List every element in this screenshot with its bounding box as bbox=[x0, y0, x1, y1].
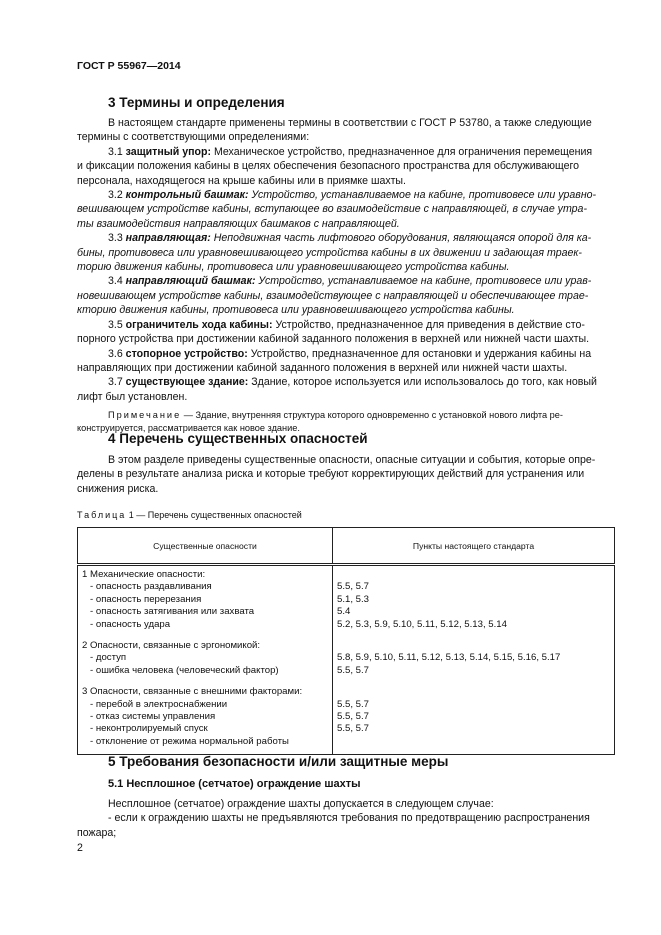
term-3-3: 3.3 направляющая: Неподвижная часть лифтового оборудования, являющаяся опорой для ка- bbox=[108, 232, 592, 245]
term-name: контрольный башмак: bbox=[125, 189, 249, 202]
term-3-1: 3.1 защитный упор: Механическое устройство, предназначенное для ограничения перемещения bbox=[108, 145, 593, 158]
term-name: стопорное устройство: bbox=[125, 347, 248, 360]
section-3-body: В настоящем стандарте применены термины в соответствии с ГОСТ Р 53780, а также следующие термины с соответствующими определениями: 3.1 защитный упор: Механическое устройство, предназначенное для ограничения перемещения и фиксации положения кабины в целях обеспечения безопасного пространства для обслуживающего персонала, находящегося на крыше кабины или в приямке шахты. 3.2 контрольный башмак: Устройство, устанавливаемое на кабине, противовесе или уравно- вешивающем устройстве кабины, вступающее во взаимодействие с направляющей, в случае утра- ты взаимодействия направляющих башмаков с направляющей. 3.3 направляющая: Неподвижная часть лифтового оборудования, являющаяся опорой для ка- бины, противовеса или уравновешивающего устройства кабины в их движении и задающая траек- торию движения кабины, противовеса или уравновешивающего устройства кабины. 3.4 направляющий башмак: Устройство, устанавливаемое на кабине, противовесе или урав- новешивающем устройстве кабины, взаимодействующее с направляющей и обеспечивающее трае- кторию движения кабины, противовеса или уравновешивающего устройства кабины. 3.5 ограничитель хода кабины: Устройство, предназначенное для приведения в действие сто- порного устройства при достижении кабиной заданного положения в верхней или нижней части шахты. 3.6 стопорное устройство: Устройство, предназначенное для остановки и удержания кабины на направляющих при достижении кабиной заданного положения в верхней или нижней части шахты. 3.7 существующее здание: Здание, которое используется или использовалось до того, как новый лифт был установлен. Примечание — Здание, внутренняя структура которого одновременно с установкой нового лифта ре- конструируется, рассматривается как новое здание. bbox=[77, 116, 615, 435]
section-5-body: Несплошное (сетчатое) ограждение шахты допускается в следующем случае: - если к ограждению шахты не предъявляются требования по предотвращению распространения пожара; bbox=[77, 798, 590, 839]
document-header: ГОСТ Р 55967—2014 bbox=[77, 60, 181, 72]
term-name: защитный упор: bbox=[125, 145, 211, 158]
table-caption: Таблица 1 — Перечень существенных опасностей bbox=[77, 510, 302, 520]
term-3-5: 3.5 ограничитель хода кабины: Устройство, предназначенное для приведения в действие сто- bbox=[108, 318, 585, 331]
table-row: 1 Механические опасности: - опасность раздавливания - опасность перерезания - опасность затягивания или захвата - опасность удара 5.5, 5.7 5.1, 5.3 5.4 5.2, 5.3, 5.9, 5.10, 5.11, 5.12, 5.13, 5.14 bbox=[78, 565, 615, 638]
term-name: направляющий башмак: bbox=[125, 275, 256, 288]
term-name: ограничитель хода кабины: bbox=[125, 318, 273, 331]
section-3-heading: 3 Термины и определения bbox=[108, 95, 285, 110]
table-row: 2 Опасности, связанные с эргономикой: - доступ - ошибка человека (человеческий фактор) 5.8, 5.9, 5.10, 5.11, 5.12, 5.13, 5.14, 5.15, 5.16, 5.17 5.5, 5.7 bbox=[78, 637, 615, 683]
section-4-heading: 4 Перечень существенных опасностей bbox=[108, 431, 368, 446]
term-3-6: 3.6 стопорное устройство: Устройство, предназначенное для остановки и удержания кабины на bbox=[108, 347, 592, 360]
term-3-4: 3.4 направляющий башмак: Устройство, устанавливаемое на кабине, противовесе или урав- bbox=[108, 275, 592, 288]
note-label: Примечание bbox=[108, 410, 182, 421]
term-name: существующее здание: bbox=[125, 376, 249, 389]
column-header: Пункты настоящего стандарта bbox=[333, 528, 615, 565]
subsection-5-1-heading: 5.1 Несплошное (сетчатое) ограждение шахты bbox=[108, 778, 361, 790]
note: Примечание — Здание, внутренняя структура которого одновременно с установкой нового лифта ре- конструируется, рассматривается как новое здание. bbox=[77, 410, 563, 434]
intro-line: термины с соответствующими определениями: bbox=[77, 131, 310, 144]
hazards-table bbox=[77, 527, 615, 755]
term-3-7: 3.7 существующее здание: Здание, которое используется или использовалось до того, как новый bbox=[108, 376, 597, 389]
column-header: Существенные опасности bbox=[78, 528, 333, 565]
term-name: направляющая: bbox=[125, 232, 211, 245]
section-4-body: В этом разделе приведены существенные опасности, опасные ситуации и события, которые опре- делены в результате анализа риска и которые требуют корректирующих действий для устранения или снижения риска. bbox=[77, 454, 596, 495]
term-3-2: 3.2 контрольный башмак: Устройство, устанавливаемое на кабине, противовесе или уравно- bbox=[108, 189, 597, 202]
table-row: 3 Опасности, связанные с внешними факторами: - перебой в электроснабжении - отказ системы управления - неконтролируемый спуск - отклонение от режима нормальной работы 5.5, 5.7 5.5, 5.7 5.5, 5.7 bbox=[78, 683, 615, 755]
intro-line: В настоящем стандарте применены термины в соответствии с ГОСТ Р 53780, а также следующие bbox=[108, 117, 592, 129]
section-5-heading: 5 Требования безопасности и/или защитные меры bbox=[108, 754, 449, 769]
page-number: 2 bbox=[77, 842, 83, 854]
table-header-row bbox=[78, 528, 615, 565]
